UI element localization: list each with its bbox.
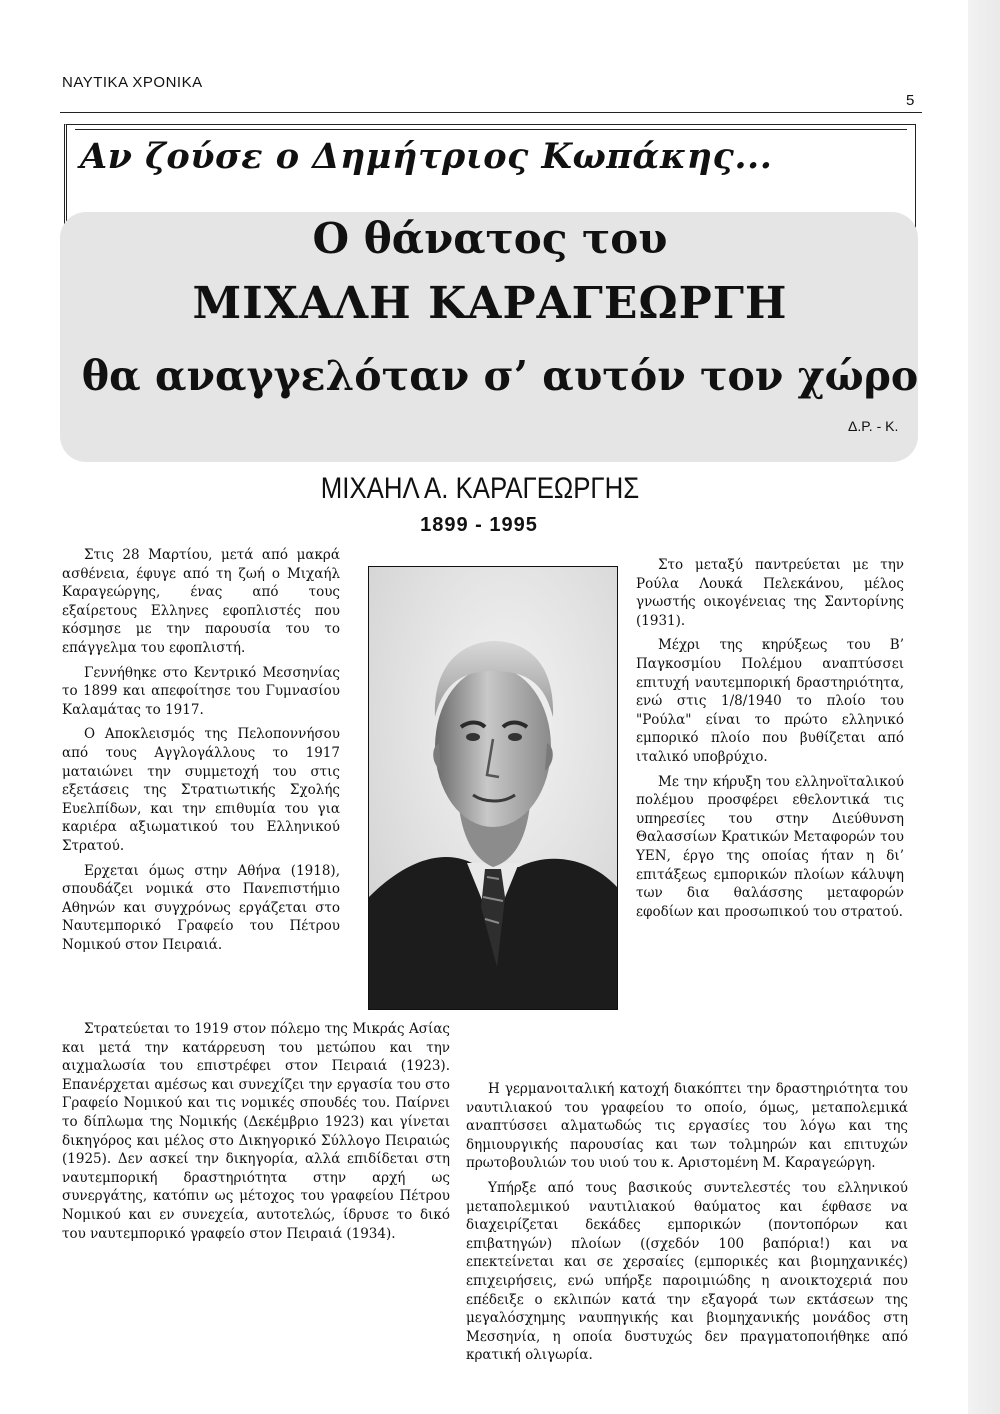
article-paragraph: Ερχεται όμως στην Αθήνα (1918), σπουδάζει νομικά στο Πανεπιστήμιο Αθηνών και συγχρόνως εργάζεται στο Ναυτεμπορικό Γραφείο του Πέτρου Νομικού στον Πειραιά. xyxy=(62,862,340,953)
author-byline: Δ.Ρ. - Κ. xyxy=(848,418,899,434)
article-paragraph: Με την κήρυξη του ελληνοϊταλικού πολέμου προσφέρει εθελοντικά τις υπηρεσίες του στην Διεύθυνση Θαλασσίων Κρατικών Μεταφορών του ΥΕΝ, έργο της οποίας ήταν η δι’ επιτάξεως εμπορικών πλοίων κάλυψη των δια θαλάσσης μεταφορών εφοδίων και προσωπικού του στρατού. xyxy=(636,773,904,920)
article-paragraph: Στρατεύεται το 1919 στον πόλεμο της Μικράς Ασίας και μετά την κατάρρευση του μετώπου και την αιχμαλωσία του επιστρέφει στον Πειραιά (1923). Επανέρχεται αμέσως και συνεχίζει την εργασία του στο Γραφείο Νομικού και τις νομικές σπουδές του. Παίρνει το δίπλωμα της Νομικής (Δεκέμβριο 1923) και γίνεται δικηγόρος και μέλος στο Δικηγορικό Σύλλογο Πειραιώς (1925). Δεν ασκεί την δικηγορία, αλλά επιδίδεται στη ναυτεμπορική δραστηριότητα στην αρχή ως συνεργάτης, κατόπιν ως μέτοχος του γραφείου Πέτρου Νομικού και εν συνεχεία, αυτοτελώς, ίδρυσε το δικό του ναυτεμπορικό γραφείο στον Πειραιά (1934). xyxy=(62,1021,450,1242)
header-rule xyxy=(60,112,922,113)
article-paragraph: Μέχρι της κηρύξεως του Β’ Παγκοσμίου Πολέμου αναπτύσσει επιτυχή ναυτεμπορική δραστηριότητα, ενώ στις 1/8/1940 το πλοίο του "Ρούλα" είναι το πρώτο ελληνικό εμπορικό πλοίο που βυθίζεται από ιταλικό υποβρύχιο. xyxy=(636,637,904,765)
article-column-right-bottom xyxy=(466,1080,908,1371)
subject-dates: 1899 - 1995 xyxy=(420,514,538,536)
article-paragraph: Η γερμανοιταλική κατοχή διακόπτει την δραστηριότητα του ναυτιλιακού του γραφείου το οποίο, όμως, μεταπολεμικά αναπτύσσει αλματωδώς τις εργασίες του λόγω και της δημιουργικής παρουσίας και των τολμηρών και επιτυχών πρωτοβουλιών του υιού του κ. Αριστομένη Μ. Καραγεώργη. xyxy=(466,1081,908,1172)
article-column-left-top xyxy=(62,546,340,960)
article-paragraph: Γεννήθηκε στο Κεντρικό Μεσσηνίας το 1899 και απεφοίτησε του Γυμνασίου Καλαμάτας το 1917. xyxy=(62,664,340,718)
banner-line-2: ΜΙΧΑΛΗ ΚΑΡΑΓΕΩΡΓΗ xyxy=(192,278,788,329)
running-title: ΝΑΥΤΙΚΑ ΧΡΟΝΙΚΑ xyxy=(62,74,203,91)
kicker-frame-rule xyxy=(75,129,907,130)
scan-edge xyxy=(968,0,1000,1414)
article-paragraph: Στο μεταξύ παντρεύεται με την Ρούλα Λουκά Πελεκάνου, μέλος γνωστής οικογένειας της Σαντορίνης (1931). xyxy=(636,557,904,629)
article-paragraph: Ο Αποκλεισμός της Πελοποννήσου από τους Αγγλογάλλους το 1917 ματαιώνει την συμμετοχή του στις εξετάσεις της Στρατιωτικής Σχολής Ευελπίδων, και την επιθυμία του για καριέρα αξιωματικού του Ελληνικού Στρατού. xyxy=(62,726,340,854)
article-paragraph: Στις 28 Μαρτίου, μετά από μακρά ασθένεια, έφυγε από τη ζωή ο Μιχαήλ Καραγεώργης, ένας από τους εξαίρετους Ελληνες εφοπλιστές που κόσμησε με την παρουσία του το επάγγελμα του εφοπλιστή. xyxy=(62,547,340,656)
portrait-photo xyxy=(368,566,618,1010)
banner-line-1: Ο θάνατος του xyxy=(312,214,668,263)
article-paragraph: Υπήρξε από τους βασικούς συντελεστές του ελληνικού μεταπολεμικού ναυτιλιακού θαύματος και έφθασε να διαχειρίζεται δεκάδες εμπορικών (ποντοπόρων και επιβατηγών) πλοίων ((σχεδόν 100 βαπόρια!) και να επεκτείνεται και σε χερσαίες (εμπορικές και βιομηχανικές) επιχειρήσεις, ενώ υπήρξε παροιμιώδης η ανοικτοχεριά που επέδειξε ο εκλιπών κατά την εξαγορά των εκτάσεων της μεγαλόσχημης ναυπηγικής και βιομηχανικής μονάδος στη Μεσσηνία, η οποία δυστυχώς δεν πραγματοποιήθηκε από κρατική ολιγωρία. xyxy=(466,1179,908,1364)
article-column-left-bottom xyxy=(62,1020,450,1249)
page-number: 5 xyxy=(906,92,915,109)
portrait-image xyxy=(369,567,617,1009)
subject-name: ΜΙΧΑΗΛ Α. ΚΑΡΑΓΕΩΡΓΗΣ xyxy=(320,472,640,505)
article-column-right-top xyxy=(636,556,904,927)
banner-line-3: θα αναγγελόταν σ’ αυτόν τον χώρο xyxy=(81,352,919,400)
kicker-headline: Αν ζούσε ο Δημήτριος Κωπάκης... xyxy=(80,136,773,177)
